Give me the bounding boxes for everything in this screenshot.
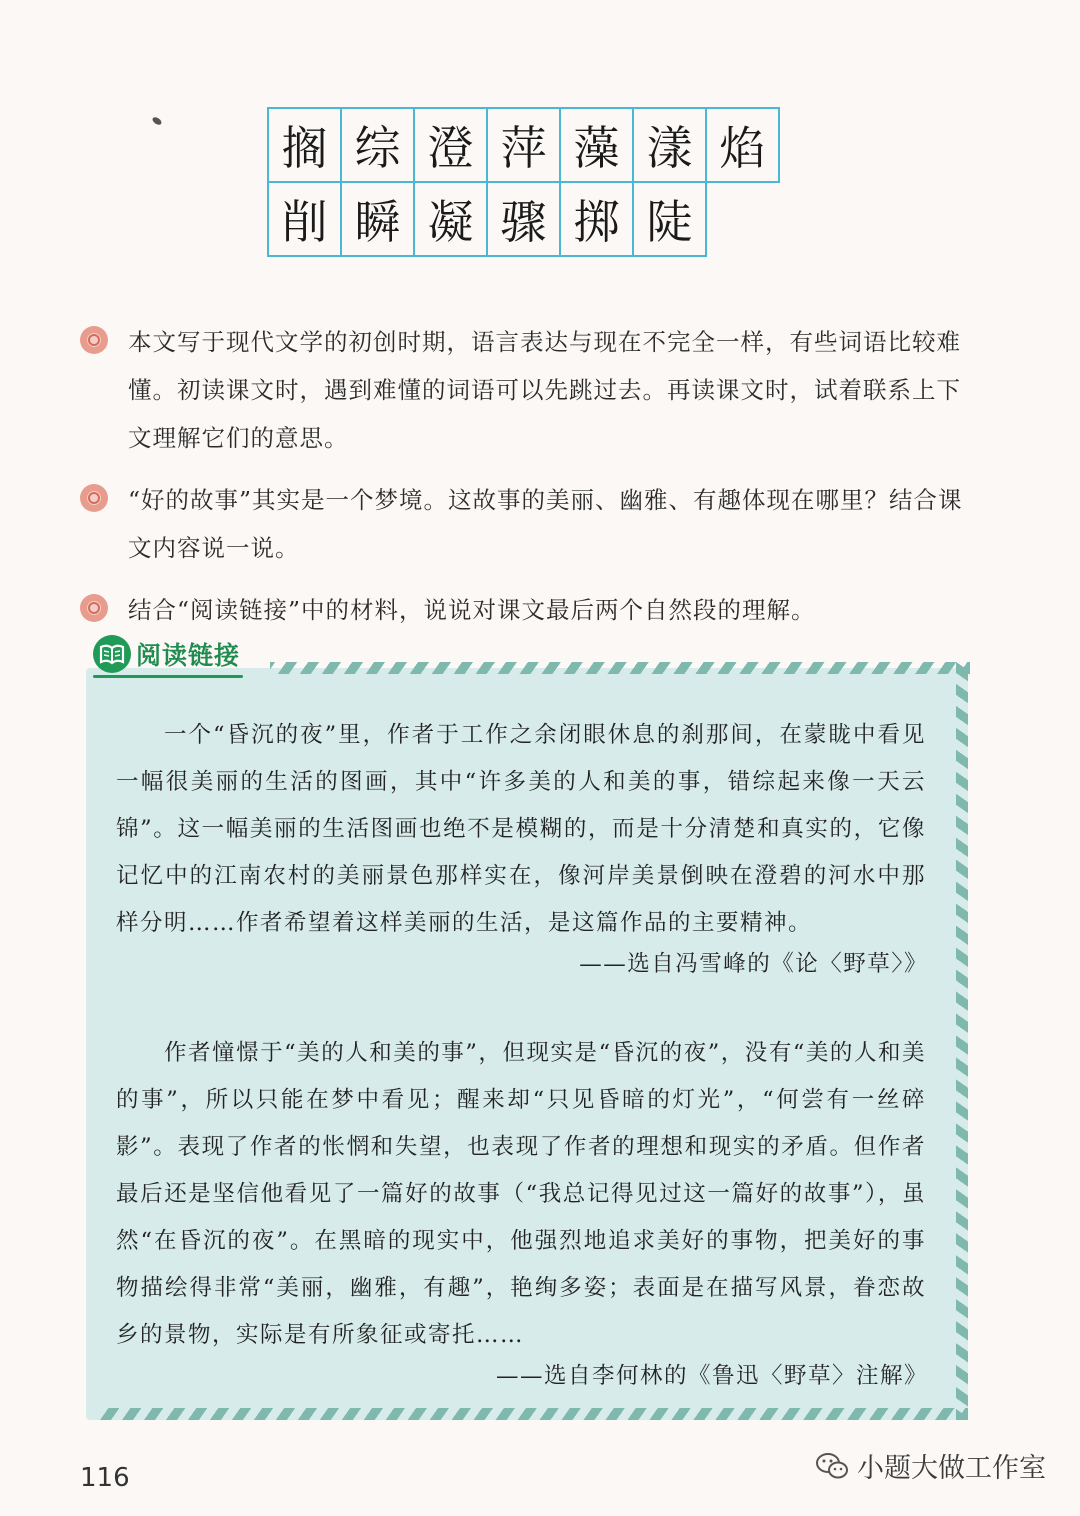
reading-paragraph-1: 一个“昏沉的夜”里，作者于工作之余闭眼休息的刹那间，在蒙眬中看见一幅很美丽的生活的图画，其中“许多美的人和美的事，错综起来像一天云锦”。这一幅美丽的生活图画也绝不是模糊的，而是十分清楚和真实的，它像记忆中的江南农村的美丽景色那样实在，像河岸美景倒映在澄碧的河水中那样分明……作者希望着这样美丽的生活，是这篇作品的主要精神。 — [116, 722, 926, 936]
header-underline — [93, 675, 243, 678]
reading-link-title: 阅读链接 — [136, 641, 241, 670]
reading-link-header — [93, 635, 240, 673]
character-cell: 削 — [267, 181, 342, 257]
character-cell: 萍 — [486, 107, 561, 183]
border-stripe-right — [956, 662, 968, 1420]
character-cell: 焰 — [705, 107, 780, 183]
question-text: “好的故事”其实是一个梦境。这故事的美丽、幽雅、有趣体现在哪里？结合课文内容说一说。 — [128, 486, 963, 562]
bullet-icon — [80, 594, 108, 622]
page-number: 116 — [80, 1463, 130, 1493]
character-row-1 — [267, 107, 778, 181]
reading-paragraph-2: 作者憧憬于“美的人和美的事”，但现实是“昏沉的夜”，没有“美的人和美的事”，所以只能在梦中看见；醒来却“只见昏暗的灯光”，“何尝有一丝碎影”。表现了作者的怅惘和失望，也表现了作者的理想和现实的矛盾。但作者最后还是坚信他看见了一篇好的故事（“我总记得见过这一篇好的故事”），虽然“在昏沉的夜”。在黑暗的现实中，他强烈地追求美好的事物，把美好的事物描绘得非常“美丽，幽雅，有趣”，艳绚多姿；表面是在描写风景，眷恋故乡的景物，实际是有所象征或寄托…… — [116, 1040, 926, 1348]
question-text: 结合“阅读链接”中的材料，说说对课文最后两个自然段的理解。 — [128, 596, 816, 624]
character-cell: 瞬 — [340, 181, 415, 257]
character-cell: 藻 — [559, 107, 634, 183]
paper-speck — [151, 116, 163, 127]
character-cell: 漾 — [632, 107, 707, 183]
border-stripe-top — [270, 662, 970, 674]
watermark — [815, 1446, 1046, 1485]
book-icon — [93, 635, 131, 673]
character-cell: 陡 — [632, 181, 707, 257]
character-cell: 骤 — [486, 181, 561, 257]
source-citation-1: ——选自冯雪峰的《论〈野草〉》 — [579, 951, 928, 977]
character-row-2 — [267, 181, 778, 255]
question-item — [80, 586, 980, 634]
question-item — [80, 476, 980, 572]
watermark-text: 小题大做工作室 — [857, 1453, 1046, 1484]
border-stripe-bottom — [100, 1408, 968, 1420]
character-cell: 搁 — [267, 107, 342, 183]
wechat-icon — [815, 1452, 849, 1480]
bullet-icon — [80, 326, 108, 354]
character-cell: 澄 — [413, 107, 488, 183]
character-grid — [267, 107, 778, 255]
question-item — [80, 318, 980, 462]
question-text: 本文写于现代文学的初创时期，语言表达与现在不完全一样，有些词语比较难懂。初读课文时，遇到难懂的词语可以先跳过去。再读课文时，试着联系上下文理解它们的意思。 — [128, 328, 961, 452]
question-list — [80, 318, 980, 648]
bullet-icon — [80, 484, 108, 512]
character-cell: 掷 — [559, 181, 634, 257]
source-citation-2: ——选自李何林的《鲁迅〈野草〉注解》 — [495, 1363, 928, 1389]
character-cell: 综 — [340, 107, 415, 183]
character-cell: 凝 — [413, 181, 488, 257]
